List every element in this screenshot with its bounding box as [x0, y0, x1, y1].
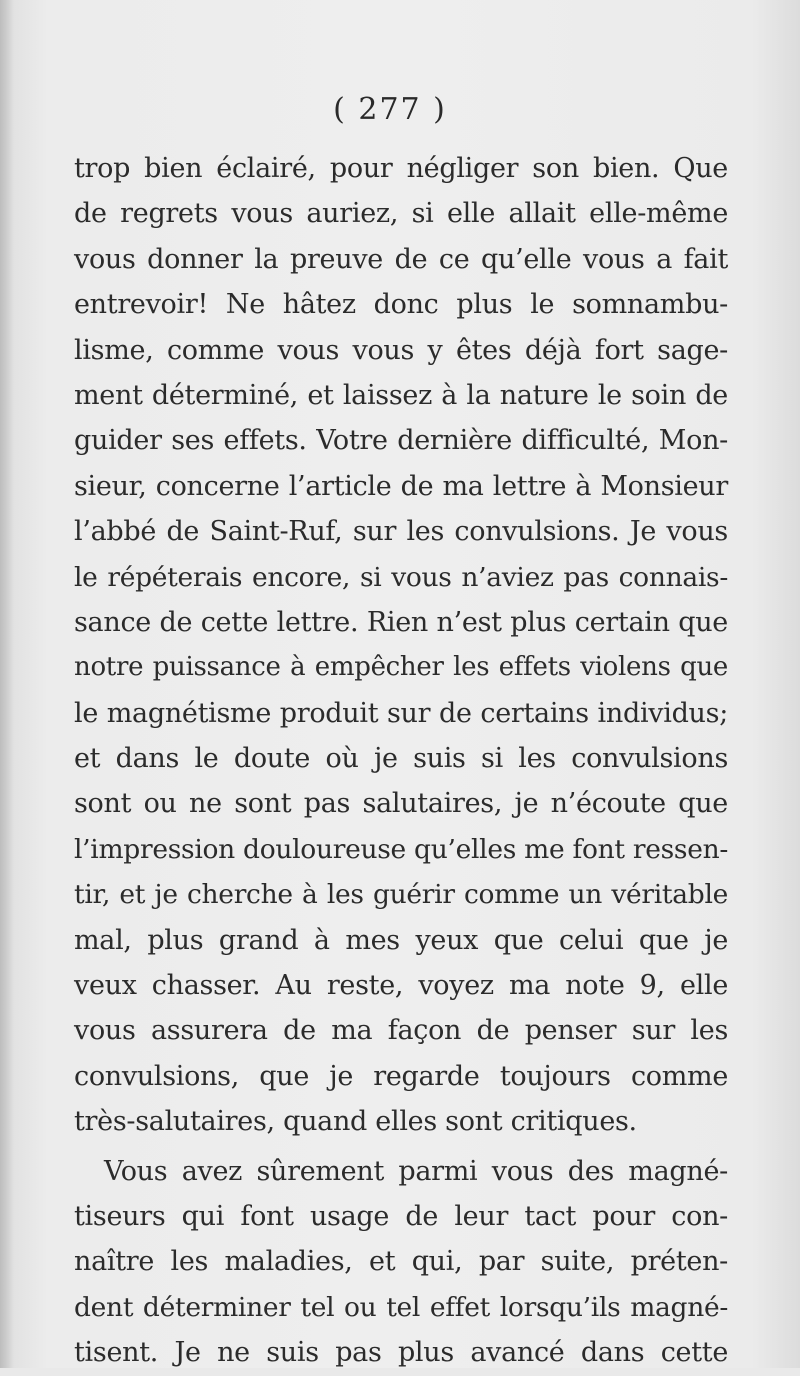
text-line: tiseurs qui font usage de leur tact pour con- [74, 1200, 728, 1232]
text-line: de regrets vous auriez, si elle allait elle-même [74, 198, 728, 230]
text-line: guider ses effets. Votre dernière difficulté, Mon- [74, 425, 728, 457]
text-line: et dans le doute où je suis si les convulsions [74, 743, 728, 775]
text-line: très-salutaires, quand elles sont critiques. [74, 1106, 637, 1138]
text-line: vous donner la preuve de ce qu’elle vous a fait [74, 243, 728, 275]
text-line: naître les maladies, et qui, par suite, préten- [74, 1246, 728, 1278]
text-line: mal, plus grand à mes yeux que celui que je [74, 924, 728, 956]
text-line: l’impression douloureuse qu’elles me font ressen- [74, 833, 729, 865]
text-line: lisme, comme vous vous y êtes déjà fort sage- [74, 334, 728, 366]
text-line: dent déterminer tel ou tel effet lorsqu’ils magné- [74, 1291, 728, 1323]
paragraph [74, 146, 728, 1145]
text-line: tisent. Je ne suis pas plus avancé dans cette [74, 1337, 728, 1369]
text-line: tir, et je cherche à les guérir comme un véritable [74, 879, 728, 911]
text-line: Vous avez sûrement parmi vous des magné- [104, 1155, 728, 1187]
text-line: l’abbé de Saint-Ruf, sur les convulsions. Je vous [74, 516, 728, 548]
text-line: trop bien éclairé, pour négliger son bien. Que [74, 153, 728, 184]
page-text [74, 146, 728, 1376]
text-line: sont ou ne sont pas salutaires, je n’écoute que [74, 788, 728, 820]
page-number: ( 277 ) [333, 92, 447, 127]
text-line: veux chasser. Au reste, voyez ma note 9, elle [74, 970, 728, 1002]
text-line: entrevoir! Ne hâtez donc plus le somnambu- [74, 289, 728, 321]
text-line: le répéterais encore, si vous n’aviez pas connais- [74, 561, 728, 593]
text-line: ment déterminé, et laissez à la nature le soin de [74, 379, 728, 411]
paragraph [74, 1149, 728, 1376]
text-line: sance de cette lettre. Rien n’est plus certain que [74, 606, 728, 638]
text-line: convulsions, que je regarde toujours comme [74, 1060, 728, 1092]
text-line: vous assurera de ma façon de penser sur les [74, 1015, 728, 1047]
text-line: le magnétisme produit sur de certains individus; [74, 697, 728, 729]
text-line: notre puissance à empêcher les effets violens que [74, 652, 728, 683]
text-line: sieur, concerne l’article de ma lettre à Monsieur [74, 470, 728, 502]
page-gutter-shadow [0, 0, 14, 1368]
